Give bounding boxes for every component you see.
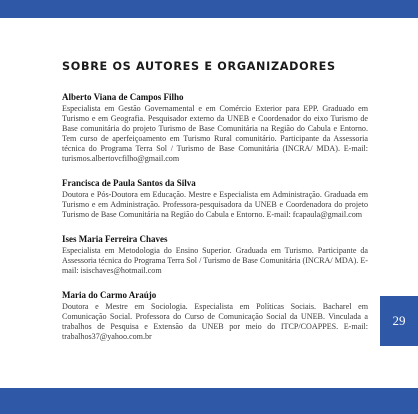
author-entry [62, 290, 368, 342]
author-bio: Doutora e Mestre em Sociologia. Especialista em Políticas Sociais. Bacharel em Comunicação Social. Professora do Curso de Comunicação Social da UNEB. Vinculada a trabalhos de Pesquisa e Extensão da UNEB por meio do ITCP/COAPPES. E-mail: trabalhos37@yahoo.com.br [62, 302, 368, 341]
author-bio: Especialista em Gestão Governamental e em Comércio Exterior para EPP. Graduado em Turismo e em Geografia. Pesquisador externo da UNEB e Coordenador do eixo Turismo de Base comunitária do projeto Turismo de Base Comunitária na Região do Cabula e Entorno. Tem curso de aperfeiçoamento em Turismo Rural comunitário. Participante da Assessoria técnica do Programa Terra Sol / Turismo de Base Comunitária (INCRA/ MDA). E-mail: turismos.albertovcfilho@gmail.com [62, 104, 368, 163]
author-name: Francisca de Paula Santos da Silva [62, 178, 196, 188]
section-title: SOBRE OS AUTORES E ORGANIZADORES [62, 60, 336, 73]
author-name: Maria do Carmo Araújo [62, 290, 157, 300]
page-number: 29 [392, 313, 406, 328]
author-entry [62, 92, 368, 164]
author-entry [62, 178, 368, 220]
author-name: Alberto Viana de Campos Filho [62, 92, 184, 102]
authors-section [62, 60, 368, 356]
author-entry [62, 234, 368, 276]
author-name: Ises Maria Ferreira Chaves [62, 234, 168, 244]
bottom-decorative-bar [0, 388, 418, 414]
page-number-tab [380, 296, 418, 346]
top-decorative-bar [0, 0, 418, 18]
author-bio: Doutora e Pós-Doutora em Educação. Mestre e Especialista em Administração. Graduada em Turismo e em Administração. Professora-pesquisadora da UNEB e Coordenadora do projeto Turismo de Base Comunitária na Região do Cabula e Entorno. E-mail: fcapaula@gmail.com [62, 190, 368, 219]
author-bio: Especialista em Metodologia do Ensino Superior. Graduada em Turismo. Participante da Assessoria técnica do Programa Terra Sol / Turismo de Base Comunitária (INCRA/ MDA). E-mail: isischaves@hotmail.com [62, 246, 368, 275]
